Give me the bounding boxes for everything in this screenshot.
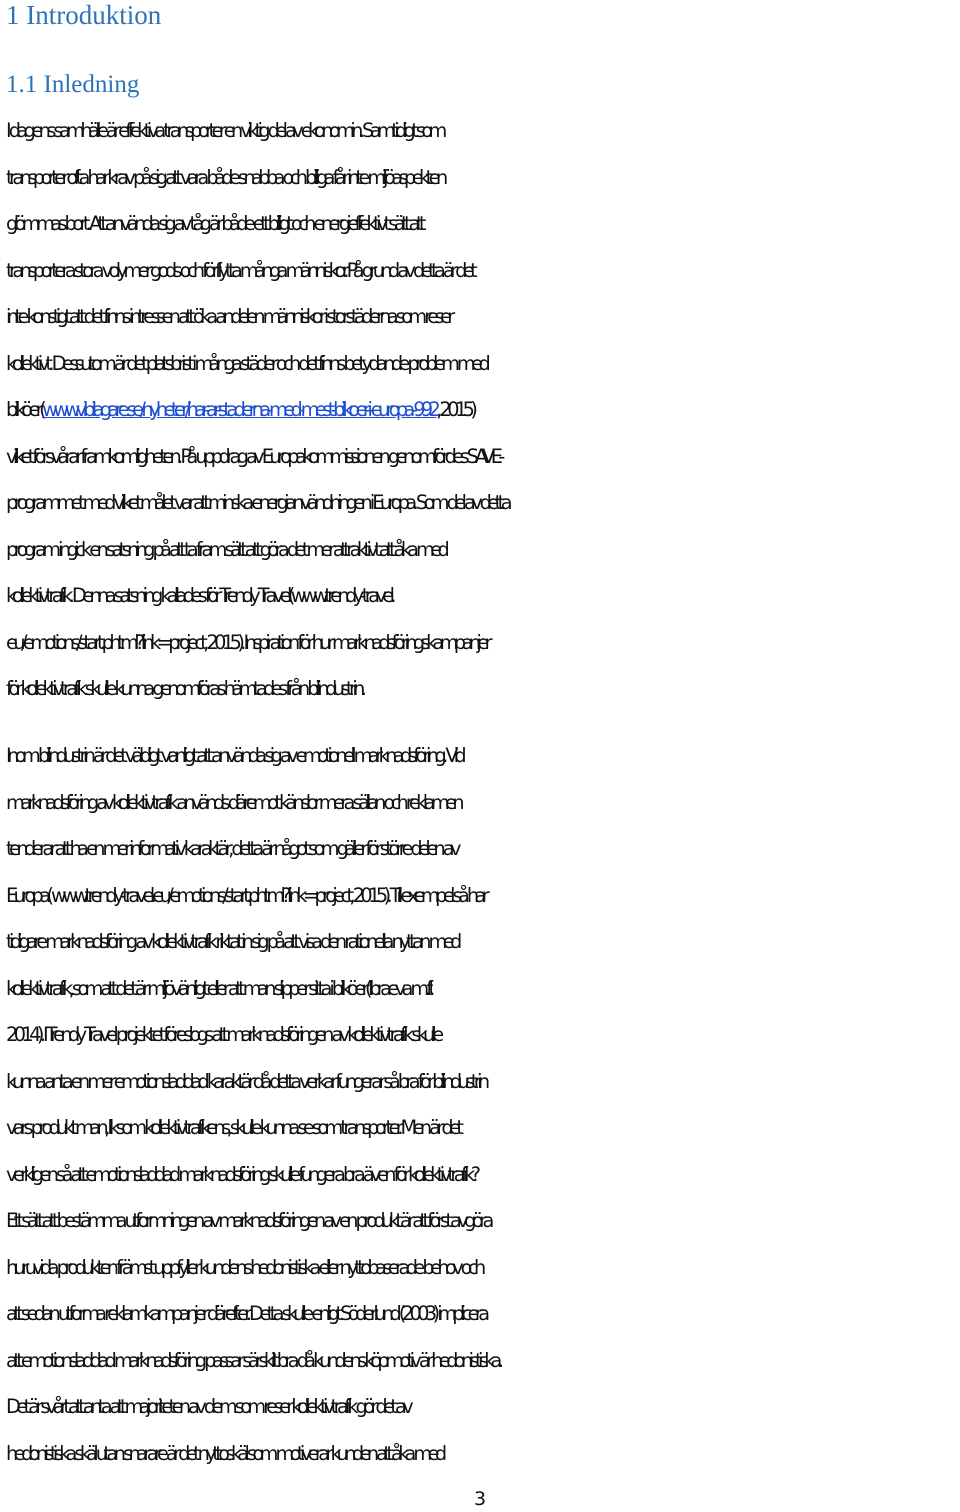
paragraph-line: att sedan utforma reklamkampanjer därefter. Detta skulle enligt Söderlund (2003) implicera <box>6 1302 486 1325</box>
paragraph-line: inte konstigt att det finns intressen att öka andelen människor i storstäderna som reser <box>6 305 451 328</box>
paragraph-line: Europa( www.trendy-travel.eu/emotions/start.phtml?link=project, 2015). Till exempel så har <box>6 883 486 907</box>
paragraph-line: tidigare marknadsföring av kollektivtrafik riktat in sig på att visa den rationella nyttan med <box>6 930 458 953</box>
line-prefix: bilköer( <box>6 398 43 421</box>
paragraph-line: Det är svårt att anta att majoriteten av dem som reser kollektivtrafik gör det av <box>6 1395 410 1418</box>
paragraph-line: glömmas bort. Att använda sig av tåg är både ett billigt och energieffektivt sätt att <box>6 212 422 235</box>
paragraph-line: kunna anta en mer emotionsladdad karaktär då detta verkar fungerar så bra för bilindustrin <box>6 1069 486 1093</box>
paragraph-line: att emotionsladdad marknadsföring passar särskilt bra då kundens köpmotiv är hedonistiska. <box>6 1348 500 1372</box>
paragraph-line-with-link <box>6 395 960 442</box>
paragraph-line: kollektivt. Dessutom är det platsbrist i många städer och det finns betydande problem med <box>6 351 487 375</box>
paragraph-line: I dagens samhälle är effektiva transporter en viktig del av ekonomin. Samtidigt som <box>6 119 443 142</box>
paragraph-line: vilket försvårar framkomligheten. På uppdrag av Europakommissionen genomfördes SAVE- <box>6 444 501 468</box>
line-suffix: , 2015) <box>436 398 474 421</box>
section-heading: 1.1 Inledning <box>6 71 140 98</box>
paragraph-line: verkligen så att emotionsladdad marknadsföring skulle fungera bra även för kollektivtrafik? <box>6 1162 477 1186</box>
paragraph-line: huruvida produkten främst uppfyller kundens hedonistiska eller nyttobaserade behov och <box>6 1255 482 1279</box>
paragraph-1 <box>6 116 960 721</box>
paragraph-line: program ingick en satsning på att ta fram sätt att göra det mer attraktivt att åka med <box>6 537 446 561</box>
paragraph-line: programmet med vilket målet var att minska energianvändningen i Europa. Som del av detta <box>6 491 508 514</box>
paragraph-line: eu/emotions/start.phtml?link=project, 2015). Inspiration för hur marknadsföringskampanjer <box>6 630 488 654</box>
paragraph-line: Ett sätt att bestämma utformningen av marknadsföringen av en produkt är att först avgöra <box>6 1209 490 1232</box>
paragraph-line: marknadsföring av kollektivtrafik används däremot känslor mera sällan och reklamen <box>6 790 461 814</box>
paragraph-line: vars produkt man, liksom kollektivtrafikens, skulle kunna se som transporter. Men är det <box>6 1116 460 1139</box>
paragraph-line: kollektivtrafik. Denna satsning kallades för Trendy Travel(www.trendy-travel. <box>6 584 392 607</box>
paragraph-line: Inom bilindustrin är det väldigt vanligt att använda sig av emotionell marknadsföring. Vid <box>6 744 463 767</box>
paragraph-line: transporter ofta har krav på sig att vara både snabba och billiga får inte miljöaspekten <box>6 165 444 189</box>
vibilagare-link[interactable]: www.vibilagare.se/nyheter/har-ar-staderna-med-mest-bilkoer-i-europa-992 <box>42 398 437 421</box>
paragraph-line: kollektivtrafik, som att det är miljövänligt eller att man slipper sitta i bilköer(Ibraeva m.fl. <box>6 976 431 1000</box>
paragraph-line: för kollektivtrafik skulle kunna genomföras hämtades från bilindustrin. <box>6 677 363 700</box>
chapter-heading: 1 Introduktion <box>6 0 162 30</box>
page-number: 3 <box>473 1488 487 1510</box>
paragraph-line: 2014). I Trendy Travel projektet föreslogs att marknadsföringen av kollektivtrafik skulle <box>6 1023 440 1046</box>
paragraph-2 <box>6 741 960 1485</box>
paragraph-line: tenderar att ha en mer informativ karaktär, detta är något som gäller för större delen av <box>6 837 457 860</box>
paragraph-line: hedonistiska skäl utan snarare är det nyttoskäl som motiverar kunden att åka med <box>6 1441 443 1465</box>
paragraph-line: transportera stora volymer gods och förflytta många människor. På grund av detta är det <box>6 258 474 282</box>
